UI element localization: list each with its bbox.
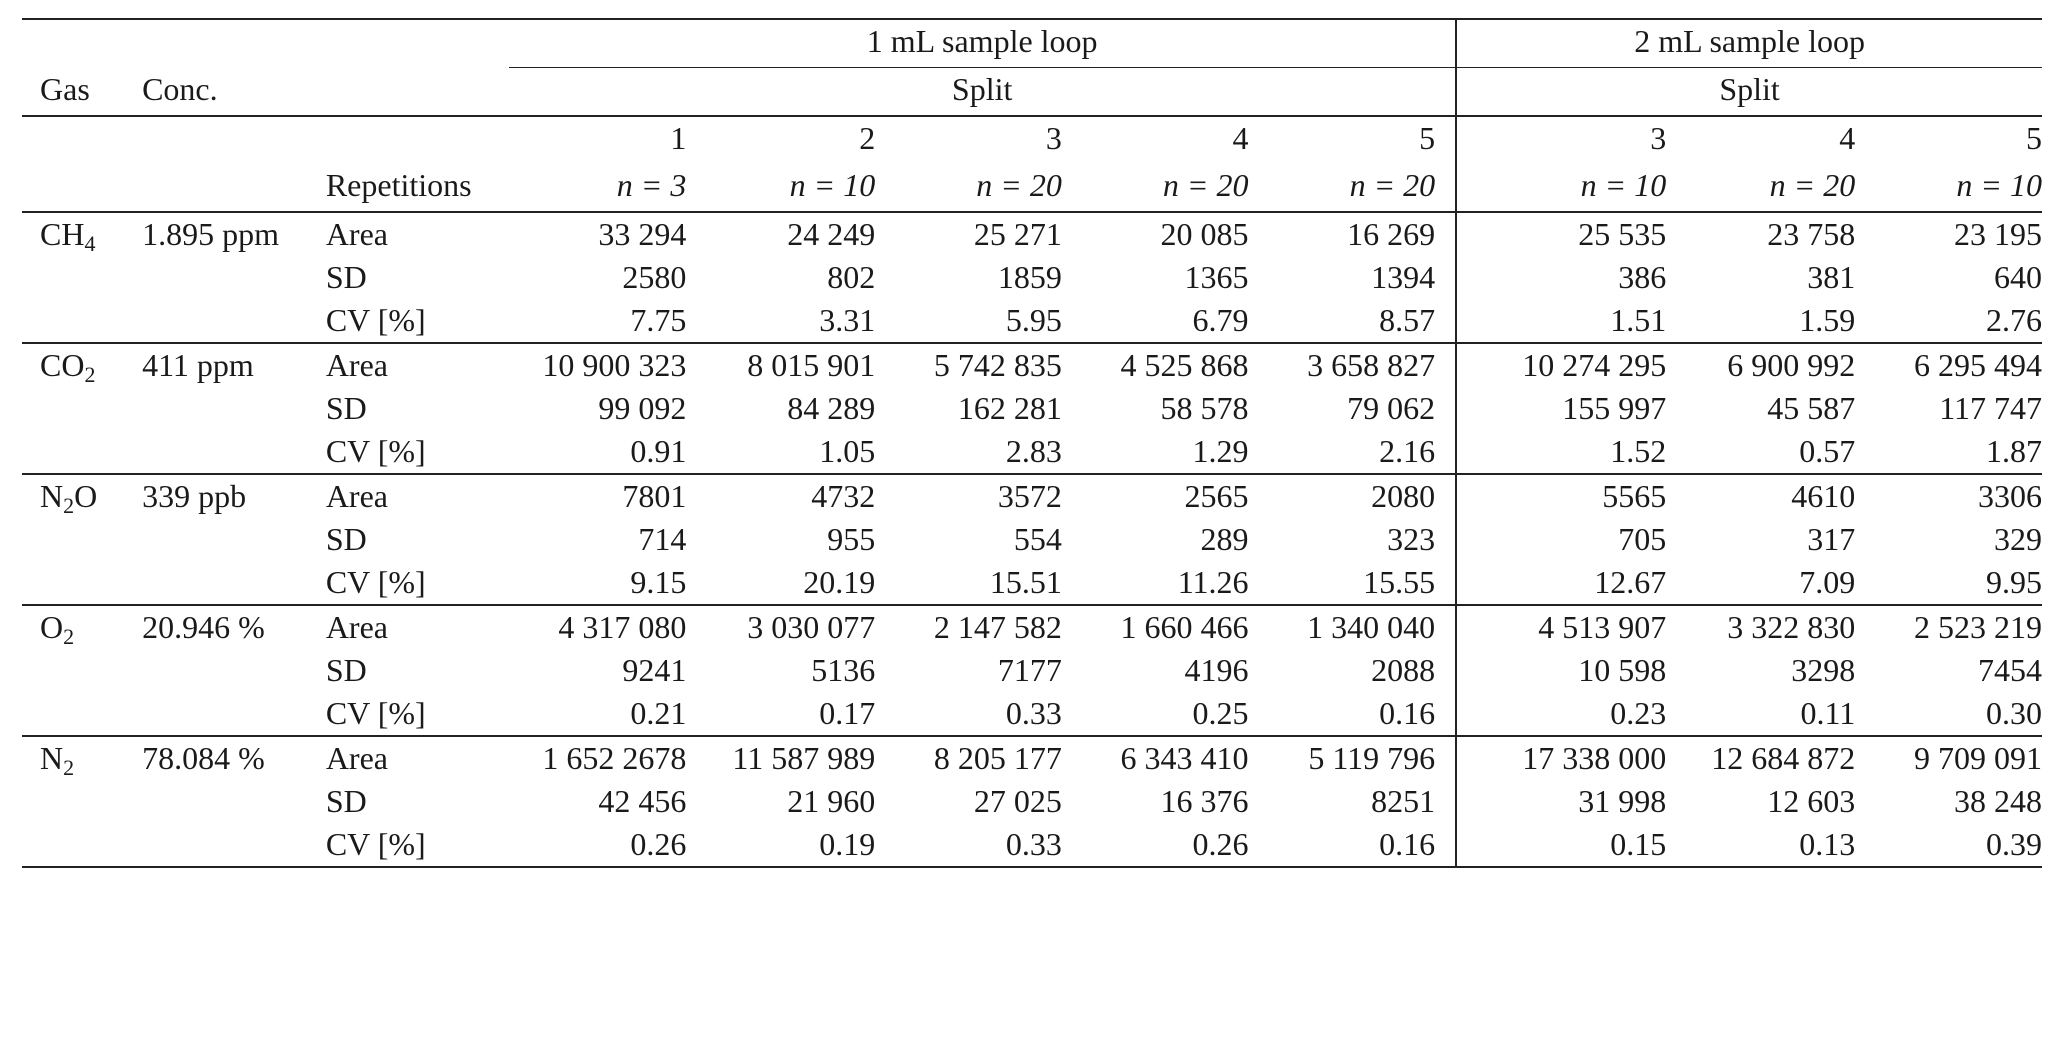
cell-value: 0.13 — [1666, 823, 1855, 867]
gas-formula — [22, 605, 142, 649]
cell-value: 1.05 — [819, 433, 876, 469]
cell-value: 8 205 177 — [875, 736, 1062, 780]
cell-value: 1 340 040 — [1249, 605, 1457, 649]
loop1-header: 1 mL sample loop — [509, 19, 1456, 68]
split-value-7: 4 — [1666, 116, 1855, 164]
cell-value: 15.51 — [989, 564, 1062, 600]
cell-value: 3 030 077 — [686, 605, 875, 649]
measure-label: CV [%] — [325, 564, 426, 600]
cell-value: 0.16 — [1249, 823, 1457, 867]
gas-concentration: 339 ppb — [142, 474, 326, 518]
cell-value: 0.26 — [1062, 823, 1249, 867]
cell-value: 554 — [1013, 521, 1062, 557]
cell-value: 386 — [1618, 259, 1667, 295]
cell-value: 117 747 — [1939, 390, 2042, 426]
conc-column-header: Conc. — [142, 70, 218, 107]
cell-value: 99 092 — [598, 390, 687, 426]
cell-value: 11 587 989 — [686, 736, 875, 780]
header-row-split — [22, 68, 2042, 117]
split-header-2: Split — [1719, 71, 1780, 107]
measure-label: CV [%] — [326, 823, 509, 867]
gas-formula-main: N — [40, 478, 64, 514]
measure-label: SD — [325, 521, 367, 557]
measure-label: CV [%] — [325, 302, 426, 338]
repetitions-value-7: n = 20 — [1769, 167, 1856, 203]
cell-value: 58 578 — [1160, 390, 1249, 426]
cell-value: 289 — [1200, 521, 1249, 557]
cell-value: 802 — [827, 259, 876, 295]
cell-value: 162 281 — [957, 390, 1062, 426]
repetitions-value-3: n = 20 — [976, 167, 1062, 203]
cell-value: 5.95 — [1005, 302, 1062, 338]
split-value-4: 4 — [1062, 116, 1249, 164]
cell-value: 5 742 835 — [875, 343, 1062, 387]
cell-value: 9.15 — [630, 564, 687, 600]
cell-value: 12 684 872 — [1666, 736, 1855, 780]
repetitions-value-2: n = 10 — [789, 167, 876, 203]
gas-column-header: Gas — [40, 70, 90, 107]
measure-label: Area — [326, 212, 509, 256]
cell-value: 6 295 494 — [1855, 343, 2042, 387]
cell-value: 1 660 466 — [1062, 605, 1249, 649]
split-value-2: 2 — [686, 116, 875, 164]
split-value-6: 3 — [1456, 116, 1666, 164]
cell-value: 0.91 — [630, 433, 687, 469]
cell-value: 7177 — [997, 652, 1062, 688]
gas-concentration: 411 ppm — [142, 343, 326, 387]
split-value-8: 5 — [1855, 116, 2042, 164]
cell-value: 25 535 — [1456, 212, 1666, 256]
measure-label: SD — [325, 259, 367, 295]
cell-value: 31 998 — [1578, 783, 1667, 819]
cell-value: 1.51 — [1610, 302, 1667, 338]
cell-value: 7454 — [1978, 652, 2042, 688]
cell-value: 0.21 — [630, 695, 687, 731]
cell-value: 1394 — [1249, 256, 1457, 299]
measure-label: Area — [326, 474, 509, 518]
gas-formula-main: O — [40, 609, 64, 645]
cell-value: 323 — [1249, 518, 1457, 561]
gas-concentration: 1.895 ppm — [142, 212, 326, 256]
cell-value: 0.57 — [1799, 433, 1856, 469]
cell-value: 5136 — [811, 652, 876, 688]
cell-value: 15.55 — [1249, 561, 1457, 605]
cell-value: 1.87 — [1986, 433, 2042, 469]
cell-value: 16 269 — [1249, 212, 1457, 256]
cell-value: 1.52 — [1610, 433, 1667, 469]
cell-value: 2088 — [1249, 649, 1457, 692]
data-table — [22, 18, 2042, 868]
cell-value: 24 249 — [686, 212, 875, 256]
cell-value: 640 — [1994, 259, 2042, 295]
header-row-repetitions — [22, 164, 2042, 212]
cell-value: 705 — [1618, 521, 1667, 557]
cell-value: 1 652 2678 — [509, 736, 686, 780]
cell-value: 2080 — [1249, 474, 1457, 518]
cell-value: 23 195 — [1855, 212, 2042, 256]
cell-value: 2 147 582 — [875, 605, 1062, 649]
table-row — [22, 518, 2042, 561]
cell-value: 79 062 — [1249, 387, 1457, 430]
table-row — [22, 212, 2042, 256]
cell-value: 7.09 — [1799, 564, 1856, 600]
cell-value: 5565 — [1456, 474, 1666, 518]
cell-value: 4 525 868 — [1062, 343, 1249, 387]
cell-value: 1365 — [1184, 259, 1249, 295]
cell-value: 10 900 323 — [509, 343, 686, 387]
cell-value: 6.79 — [1192, 302, 1249, 338]
cell-value: 4 513 907 — [1456, 605, 1666, 649]
cell-value: 11.26 — [1177, 564, 1249, 600]
cell-value: 0.19 — [686, 823, 875, 867]
cell-value: 8.57 — [1249, 299, 1457, 343]
cell-value: 21 960 — [787, 783, 876, 819]
cell-value: 4 317 080 — [509, 605, 686, 649]
gas-formula-subscript: 2 — [63, 624, 75, 649]
gas-formula-subscript: 4 — [84, 231, 96, 256]
cell-value: 7.75 — [630, 302, 687, 338]
cell-value: 955 — [827, 521, 876, 557]
cell-value: 0.11 — [1800, 695, 1856, 731]
cell-value: 27 025 — [973, 783, 1062, 819]
cell-value: 5 119 796 — [1249, 736, 1457, 780]
cell-value: 20 085 — [1062, 212, 1249, 256]
gas-formula-main: CH — [40, 216, 85, 252]
table-row — [22, 780, 2042, 823]
measure-label: SD — [325, 390, 367, 426]
header-row-loops — [22, 19, 2042, 68]
repetitions-value-6: n = 10 — [1580, 167, 1667, 203]
gas-formula-tail: O — [74, 478, 98, 514]
cell-value: 1.29 — [1192, 433, 1249, 469]
cell-value: 8 015 901 — [686, 343, 875, 387]
cell-value: 2.16 — [1249, 430, 1457, 474]
cell-value: 1.59 — [1799, 302, 1856, 338]
measure-label: CV [%] — [325, 433, 426, 469]
cell-value: 10 274 295 — [1456, 343, 1666, 387]
gas-formula — [22, 736, 142, 780]
cell-value: 3 322 830 — [1666, 605, 1855, 649]
table-row — [22, 387, 2042, 430]
gas-formula — [22, 474, 142, 518]
repetitions-value-1: n = 3 — [616, 167, 687, 203]
cell-value: 0.39 — [1855, 823, 2042, 867]
cell-value: 2580 — [622, 259, 687, 295]
cell-value: 0.17 — [819, 695, 876, 731]
table-row — [22, 736, 2042, 780]
split-value-5: 5 — [1249, 116, 1457, 164]
gas-concentration: 78.084 % — [142, 736, 326, 780]
gas-formula-subscript: 2 — [63, 755, 75, 780]
gas-formula-main: CO — [40, 347, 85, 383]
cell-value: 329 — [1994, 521, 2042, 557]
measure-label: SD — [325, 652, 367, 688]
cell-value: 2 523 219 — [1855, 605, 2042, 649]
table-row — [22, 299, 2042, 343]
table-row — [22, 343, 2042, 387]
cell-value: 4732 — [686, 474, 875, 518]
cell-value: 0.25 — [1192, 695, 1249, 731]
cell-value: 10 598 — [1578, 652, 1667, 688]
table-row — [22, 474, 2042, 518]
table-row — [22, 430, 2042, 474]
loop2-header: 2 mL sample loop — [1456, 19, 2042, 68]
cell-value: 155 997 — [1562, 390, 1667, 426]
cell-value: 25 271 — [875, 212, 1062, 256]
cell-value: 42 456 — [598, 783, 687, 819]
cell-value: 84 289 — [787, 390, 876, 426]
cell-value: 0.15 — [1456, 823, 1666, 867]
cell-value: 317 — [1807, 521, 1856, 557]
cell-value: 4196 — [1184, 652, 1249, 688]
table-row — [22, 561, 2042, 605]
cell-value: 381 — [1807, 259, 1856, 295]
table-row — [22, 823, 2042, 867]
gas-formula — [22, 212, 142, 256]
cell-value: 20.19 — [803, 564, 876, 600]
repetitions-value-5: n = 20 — [1249, 164, 1457, 212]
cell-value: 8251 — [1249, 780, 1457, 823]
measure-label: Area — [326, 605, 509, 649]
measure-label: CV [%] — [325, 695, 426, 731]
measure-label: Area — [326, 736, 509, 780]
cell-value: 2565 — [1062, 474, 1249, 518]
repetitions-value-4: n = 20 — [1162, 167, 1249, 203]
gas-concentration: 20.946 % — [142, 605, 326, 649]
split-header-1: Split — [509, 68, 1456, 117]
repetitions-label: Repetitions — [325, 167, 472, 203]
split-value-1: 1 — [509, 116, 686, 164]
cell-value: 1859 — [997, 259, 1062, 295]
cell-value: 17 338 000 — [1456, 736, 1666, 780]
measure-label: SD — [325, 783, 367, 819]
cell-value: 0.30 — [1986, 695, 2042, 731]
cell-value: 0.26 — [509, 823, 686, 867]
measure-label: Area — [326, 343, 509, 387]
gas-formula-subscript: 2 — [84, 362, 96, 387]
table-row — [22, 605, 2042, 649]
cell-value: 2.76 — [1986, 302, 2042, 338]
cell-value: 9 709 091 — [1855, 736, 2042, 780]
cell-value: 0.33 — [1005, 695, 1062, 731]
cell-value: 45 587 — [1767, 390, 1856, 426]
gas-formula-subscript: 2 — [63, 493, 75, 518]
cell-value: 16 376 — [1160, 783, 1249, 819]
cell-value: 9241 — [622, 652, 687, 688]
cell-value: 3 658 827 — [1249, 343, 1457, 387]
repetitions-value-8: n = 10 — [1956, 167, 2042, 203]
cell-value: 12 603 — [1767, 783, 1856, 819]
cell-value: 7801 — [509, 474, 686, 518]
cell-value: 3572 — [875, 474, 1062, 518]
cell-value: 0.23 — [1610, 695, 1667, 731]
cell-value: 6 343 410 — [1062, 736, 1249, 780]
cell-value: 23 758 — [1666, 212, 1855, 256]
gas-formula-main: N — [40, 740, 64, 776]
gas-formula — [22, 343, 142, 387]
table-row — [22, 692, 2042, 736]
cell-value: 38 248 — [1954, 783, 2042, 819]
cell-value: 3298 — [1791, 652, 1856, 688]
cell-value: 3.31 — [819, 302, 876, 338]
cell-value: 12.67 — [1594, 564, 1667, 600]
header-row-split-values — [22, 116, 2042, 164]
cell-value: 6 900 992 — [1666, 343, 1855, 387]
cell-value: 0.16 — [1249, 692, 1457, 736]
table-row — [22, 256, 2042, 299]
table-row — [22, 649, 2042, 692]
split-value-3: 3 — [875, 116, 1062, 164]
cell-value: 3306 — [1855, 474, 2042, 518]
cell-value: 9.95 — [1986, 564, 2042, 600]
cell-value: 714 — [638, 521, 687, 557]
cell-value: 33 294 — [509, 212, 686, 256]
cell-value: 0.33 — [875, 823, 1062, 867]
cell-value: 4610 — [1666, 474, 1855, 518]
cell-value: 2.83 — [1005, 433, 1062, 469]
